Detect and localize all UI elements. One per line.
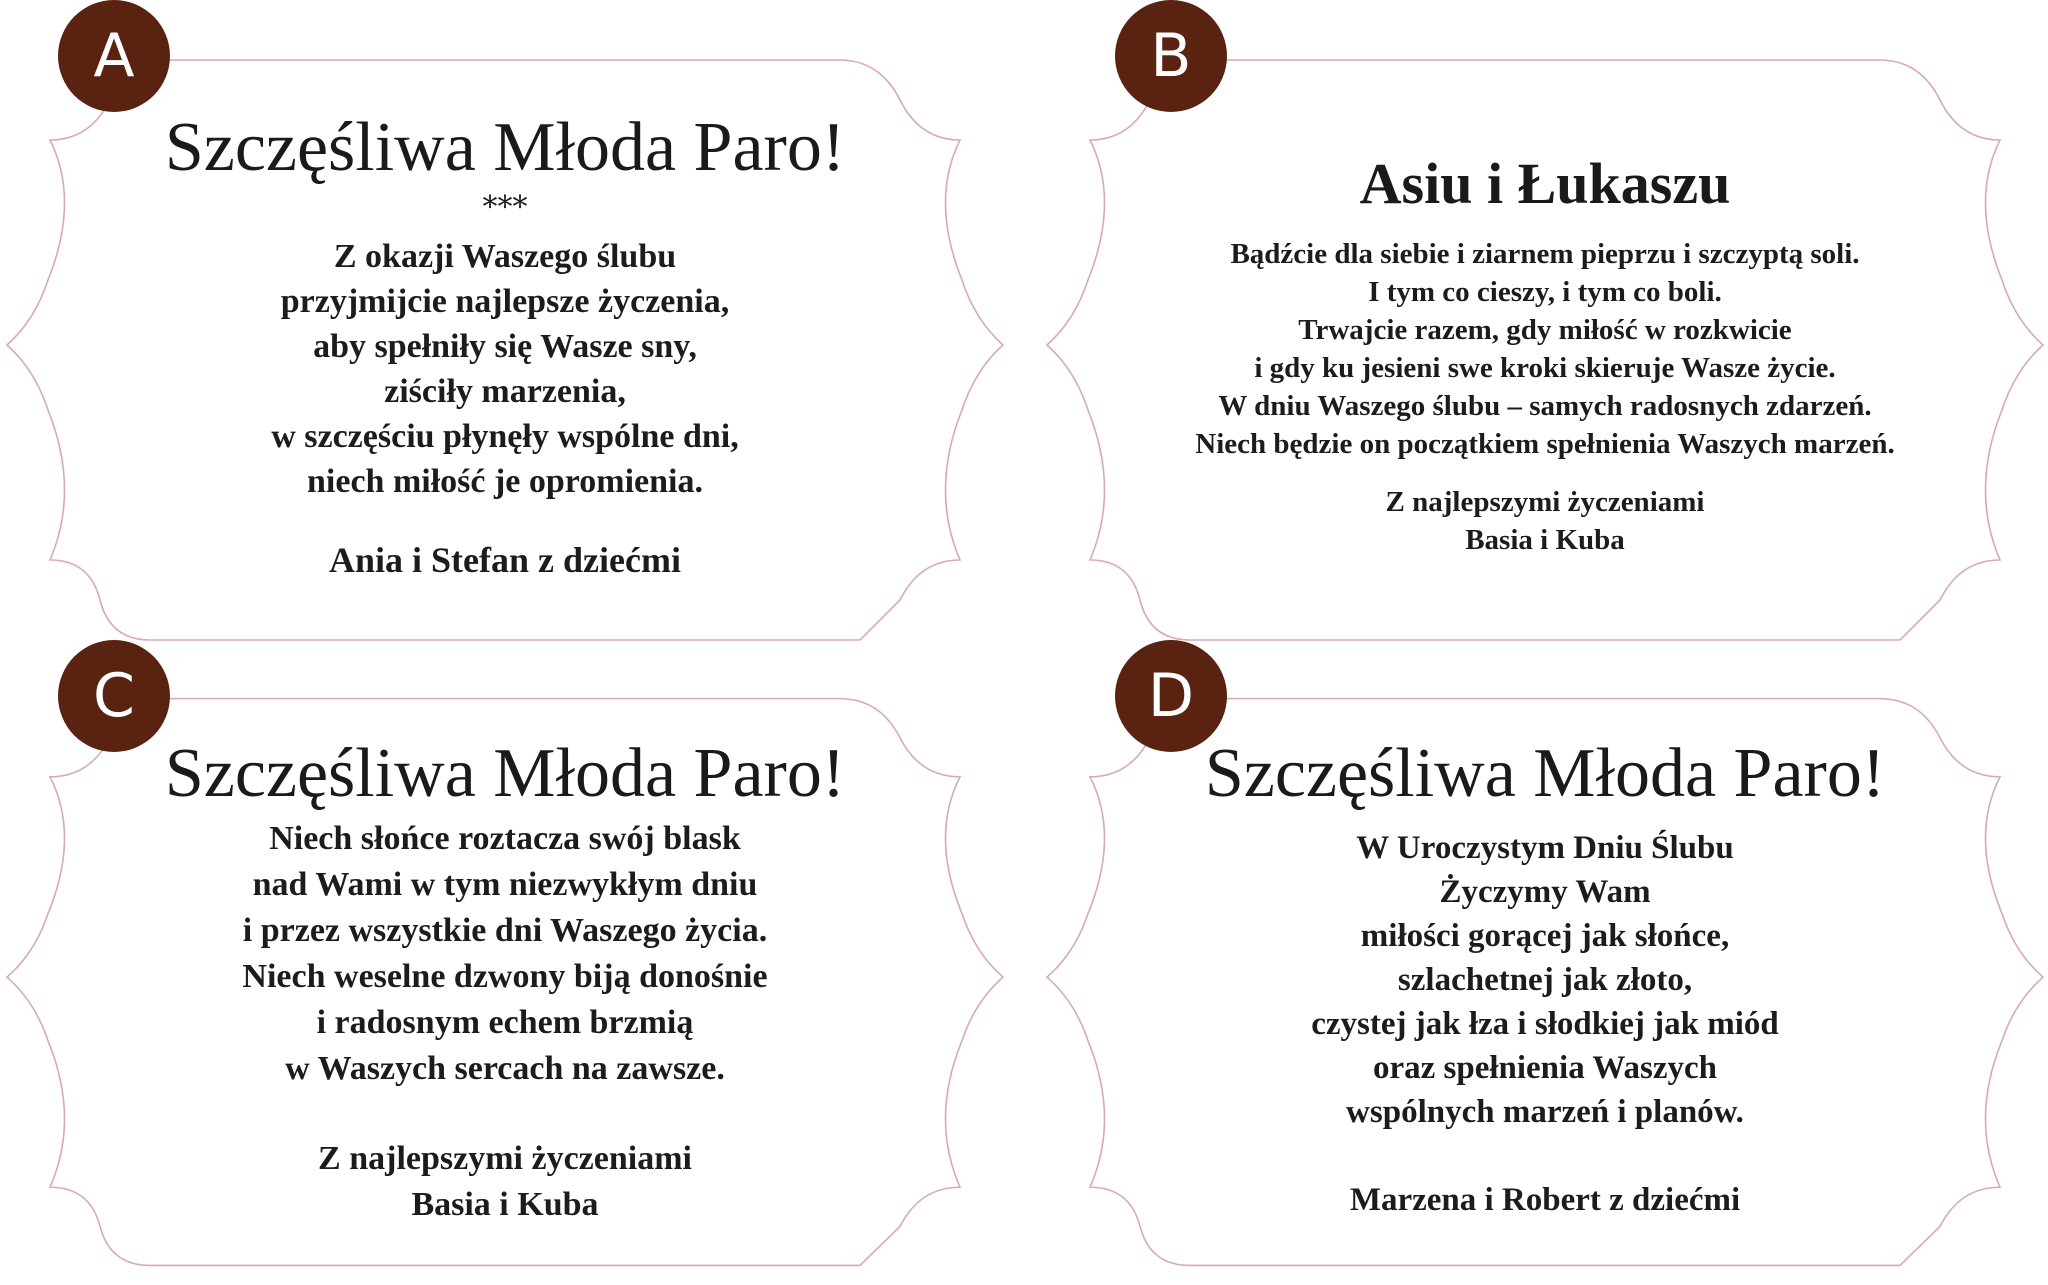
verse-line: ziściły marzenia, xyxy=(384,373,626,410)
card-b-badge: B xyxy=(1115,0,1227,112)
card-d-signature xyxy=(1100,1178,1990,1222)
card-a-verse xyxy=(60,234,950,504)
card-a-content xyxy=(60,108,950,582)
verse-line: i radosnym echem brzmią xyxy=(316,1004,694,1041)
card-a-signature xyxy=(60,538,950,582)
card-d xyxy=(1040,640,2048,1240)
verse-line: Niech będzie on początkiem spełnienia Waszych marzeń. xyxy=(1195,428,1895,460)
verse-line: W Uroczystym Dniu Ślubu xyxy=(1356,830,1734,866)
signature-line: Basia i Kuba xyxy=(1465,524,1625,556)
card-a-title: Szczęśliwa Młoda Paro! xyxy=(164,109,846,186)
card-a-badge: A xyxy=(58,0,170,112)
verse-line: I tym co cieszy, i tym co boli. xyxy=(1368,276,1722,308)
verse-line: wspólnych marzeń i planów. xyxy=(1346,1094,1744,1130)
card-d-title: Szczęśliwa Młoda Paro! xyxy=(1204,735,1886,812)
verse-line: aby spełniły się Wasze sny, xyxy=(313,328,697,365)
card-b-verse xyxy=(1100,235,1990,463)
card-b-signature xyxy=(1100,483,1990,559)
card-c-title: Szczęśliwa Młoda Paro! xyxy=(164,735,846,812)
verse-line: i przez wszystkie dni Waszego życia. xyxy=(242,912,768,949)
card-b xyxy=(1040,0,2048,600)
signature-line: Z najlepszymi życzeniami xyxy=(1385,486,1705,518)
verse-line: przyjmijcie najlepsze życzenia, xyxy=(280,283,730,320)
verse-line: szlachetnej jak złoto, xyxy=(1397,962,1693,998)
verse-line: nad Wami w tym niezwykłym dniu xyxy=(252,866,758,903)
verse-line: niech miłość je opromienia. xyxy=(307,463,703,500)
verse-line: Trwajcie razem, gdy miłość w rozkwicie xyxy=(1298,314,1792,346)
card-c xyxy=(0,640,1010,1240)
card-b-title: Asiu i Łukaszu xyxy=(1359,151,1731,216)
verse-line: i gdy ku jesieni swe kroki skieruje Wasze życie. xyxy=(1254,352,1836,384)
verse-line: W dniu Waszego ślubu – samych radosnych zdarzeń. xyxy=(1218,390,1872,422)
signature-line: Z najlepszymi życzeniami xyxy=(318,1140,692,1177)
card-c-content xyxy=(60,734,950,1228)
card-d-content xyxy=(1100,734,1990,1222)
signature-line: Basia i Kuba xyxy=(411,1186,599,1223)
verse-line: Życzymy Wam xyxy=(1439,874,1651,910)
verse-line: czystej jak łza i słodkiej jak miód xyxy=(1311,1006,1779,1042)
verse-line: w Waszych sercach na zawsze. xyxy=(285,1050,725,1087)
verse-line: Z okazji Waszego ślubu xyxy=(333,238,677,275)
card-b-content xyxy=(1100,150,1990,559)
verse-line: miłości gorącej jak słońce, xyxy=(1360,918,1730,954)
signature-line: Ania i Stefan z dziećmi xyxy=(329,540,681,580)
card-d-badge: D xyxy=(1115,640,1227,752)
card-c-signature xyxy=(60,1136,950,1228)
verse-line: oraz spełnienia Waszych xyxy=(1372,1050,1718,1086)
verse-line: w szczęściu płynęły wspólne dni, xyxy=(271,418,739,455)
verse-line: Niech weselne dzwony biją donośnie xyxy=(242,958,768,995)
verse-line: Bądźcie dla siebie i ziarnem pieprzu i szczyptą soli. xyxy=(1230,238,1860,270)
card-a-separator: *** xyxy=(482,190,528,225)
signature-line: Marzena i Robert z dziećmi xyxy=(1349,1182,1741,1218)
card-c-badge: C xyxy=(58,640,170,752)
card-d-verse xyxy=(1100,826,1990,1134)
verse-line: Niech słońce roztacza swój blask xyxy=(269,820,741,857)
card-c-verse xyxy=(60,816,950,1092)
card-a xyxy=(0,0,1010,600)
